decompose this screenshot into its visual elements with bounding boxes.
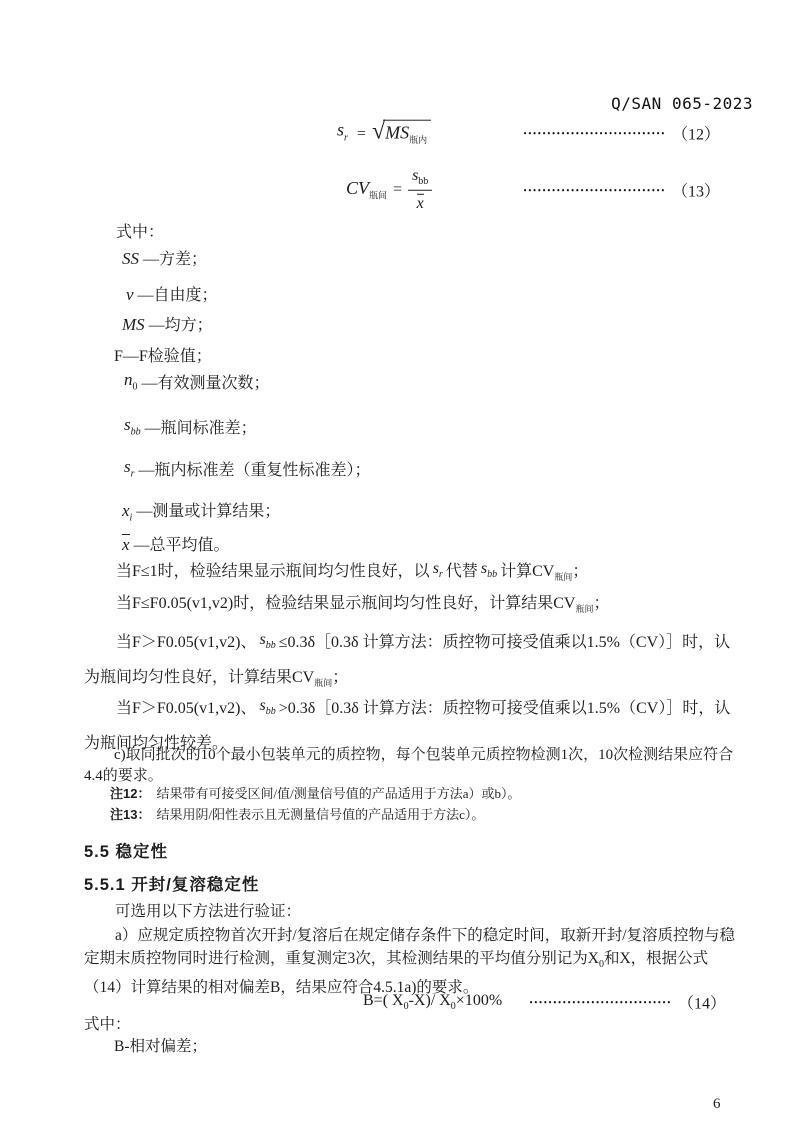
math-term — [480, 560, 498, 581]
math-subscript: 0 — [403, 1001, 409, 1013]
formula-13-expression — [346, 168, 432, 212]
math-subscript: 0 — [450, 1001, 456, 1013]
definition-sbb — [84, 417, 786, 446]
equals-sign: = — [393, 180, 403, 198]
math-subscript: bb — [265, 640, 276, 652]
equation-leader — [523, 122, 720, 145]
text-run: 计算CV — [500, 563, 555, 580]
note-text: 结果用阴/阳性表示且无测量信号值的产品适用于方法c）。 — [156, 807, 485, 822]
math-base: x — [416, 194, 424, 212]
math-base: s — [337, 119, 345, 140]
math-subscript: r — [438, 569, 443, 581]
math-base: s — [259, 631, 266, 648]
math-base: s — [412, 166, 419, 184]
math-term: v — [126, 285, 134, 304]
math-term — [432, 560, 443, 581]
fraction-numerator — [408, 168, 432, 191]
sqrt-symbol — [372, 120, 431, 146]
paragraph-f-case1 — [84, 560, 746, 590]
text-run: ×100% — [455, 991, 503, 1009]
cv-subscript: 瓶间 — [554, 572, 573, 583]
math-term — [124, 369, 138, 398]
equation-leader — [523, 179, 720, 202]
math-base: n — [124, 370, 133, 389]
equation-number: （13） — [671, 183, 720, 201]
text-run: 当F＞F0.05(v1,v2)、 — [116, 634, 257, 651]
formula-12-row — [84, 112, 746, 154]
formula-13-row — [84, 163, 746, 217]
formula-12-expression — [334, 120, 431, 147]
definition-text: —测量或计算结果； — [136, 503, 281, 520]
math-base: x — [122, 501, 130, 520]
definition-ms — [84, 314, 784, 337]
text-run: -X)/ X — [408, 991, 451, 1009]
note-text: 结果带有可接受区间/值/测量信号值的产品适用于方法a）或b）。 — [156, 786, 521, 801]
formula-14-expression — [363, 992, 502, 1012]
text-run: ； — [332, 669, 349, 687]
math-term: F — [114, 348, 123, 365]
math-base: s — [124, 457, 131, 476]
math-subscript: bb — [130, 426, 141, 438]
text-run: a）应规定质控物首次开封/复溶后在规定储存条件下的稳定时间，取新开封/复溶质控物与稳定期末质控物同时进行检测，重复测定3次，其检测结果的平均值分别记为X — [84, 927, 735, 967]
definition-text: —瓶间标准差； — [144, 420, 257, 437]
math-subscript: bb — [265, 706, 276, 718]
definition-text: —方差； — [143, 251, 208, 268]
math-subscript: 瓶间 — [369, 190, 388, 201]
text-run: 当F≤1时，检验结果显示瓶间均匀性良好，以 — [116, 563, 430, 580]
definition-text: —自由度； — [137, 287, 218, 304]
math-term — [122, 501, 133, 524]
definition-xi — [84, 500, 784, 529]
x-bar-symbol — [122, 534, 130, 553]
math-subscript: r — [344, 132, 348, 144]
equation-number: （12） — [671, 126, 720, 144]
math-subscript: r — [130, 468, 135, 480]
page-number: 6 — [713, 1096, 721, 1112]
radical-sign: √ — [371, 118, 386, 145]
math-subscript: 0 — [598, 959, 604, 971]
definition-ss — [84, 248, 784, 271]
math-term — [124, 414, 141, 443]
definition-text: —F检验值； — [122, 348, 212, 365]
note-label: 注12： — [110, 786, 151, 801]
text-run: >0.3δ［0.3δ 计算方法：质控物可接受值乘以1.5%（CV）］时，认为瓶间均匀性较差。 — [84, 700, 731, 753]
text-run: 代替 — [445, 563, 478, 580]
math-subscript: bb — [418, 175, 429, 187]
radicand — [383, 120, 431, 146]
note-12 — [84, 786, 772, 802]
math-subscript: 0 — [132, 381, 138, 393]
definition-text: —瓶内标准差（重复性标准差）； — [138, 462, 371, 479]
cv-subscript: 瓶间 — [575, 604, 594, 615]
section-heading-5-5-1: 5.5.1 开封/复溶稳定性 — [84, 876, 260, 894]
math-term — [259, 631, 276, 652]
definition-text: —总平均值。 — [133, 537, 230, 554]
definition-sr — [84, 459, 786, 488]
dot-leader: •••••••••••••••••••••••••••••• — [523, 128, 666, 139]
math-term — [259, 697, 276, 718]
definition-v — [84, 284, 788, 307]
x-bar-symbol — [417, 193, 424, 211]
math-base: s — [124, 415, 131, 434]
dot-leader: •••••••••••••••••••••••••••••• — [523, 185, 666, 196]
math-base: s — [480, 560, 488, 577]
definition-b: B-相对偏差； — [114, 1038, 208, 1055]
stability-intro: 可选用以下方法进行验证： — [115, 903, 302, 920]
formula-14-row — [84, 990, 746, 1014]
text-run: ； — [593, 595, 610, 612]
math-term-cv — [346, 177, 388, 201]
paragraph-method-a — [84, 924, 746, 999]
equation-number: （14） — [677, 995, 726, 1013]
text-run: B=( X — [363, 991, 404, 1009]
math-term-sr — [337, 119, 348, 144]
math-term — [124, 456, 135, 485]
equals-sign: = — [356, 125, 366, 143]
definition-xbar — [84, 534, 784, 557]
note-13 — [84, 807, 772, 823]
paragraph-f-case2 — [84, 592, 746, 621]
math-base: CV — [346, 177, 370, 198]
math-base: s — [259, 697, 266, 714]
math-subscript: bb — [487, 569, 498, 581]
text-run: 当F≤F0.05(v1,v2)时，检验结果显示瓶间均匀性良好，计算结果CV — [116, 595, 576, 612]
math-base: MS — [385, 122, 410, 143]
math-base: s — [432, 560, 439, 577]
document-code: Q/SAN 065-2023 — [611, 94, 753, 113]
math-term: MS — [122, 315, 145, 334]
equation-leader — [529, 991, 726, 1014]
cv-subscript: 瓶间 — [314, 678, 333, 689]
math-term: SS — [122, 249, 139, 268]
fraction-denominator — [408, 190, 432, 212]
paragraph-f-case3 — [84, 628, 746, 698]
math-subscript: 瓶内 — [409, 134, 428, 145]
dot-leader: •••••••••••••••••••••••••••••• — [529, 997, 672, 1008]
text-run: ； — [572, 563, 589, 580]
text-run: ≤0.3δ［0.3δ 计算方法：质控物可接受值乘以1.5%（CV）］时，认为瓶间均匀性良好，计算结果CV — [84, 634, 731, 687]
formula-14-where: 式中： — [84, 1016, 131, 1033]
math-base: x — [122, 535, 130, 554]
definition-n0 — [84, 372, 786, 401]
section-heading-5-5: 5.5 稳定性 — [84, 843, 169, 861]
definitions-intro: 式中： — [116, 224, 165, 241]
note-label: 注13： — [110, 807, 151, 822]
definition-f — [84, 346, 776, 368]
math-subscript: i — [129, 512, 133, 524]
paragraph-method-c: c)取同批次的10个最小包装单元的质控物，每个包装单元质控物检测1次，10次检测结果应符合4.4的要求。 — [84, 747, 734, 784]
math-term — [122, 535, 130, 554]
text-run: 当F＞F0.05(v1,v2)、 — [116, 700, 257, 717]
text-run: 和X，根据公式（14）计算结果的相对偏差B，结果应符合4.5.1a)的要求。 — [84, 950, 709, 997]
definition-text: —有效测量次数； — [141, 375, 270, 392]
fraction — [408, 168, 432, 212]
definition-text: —均方； — [148, 317, 213, 334]
